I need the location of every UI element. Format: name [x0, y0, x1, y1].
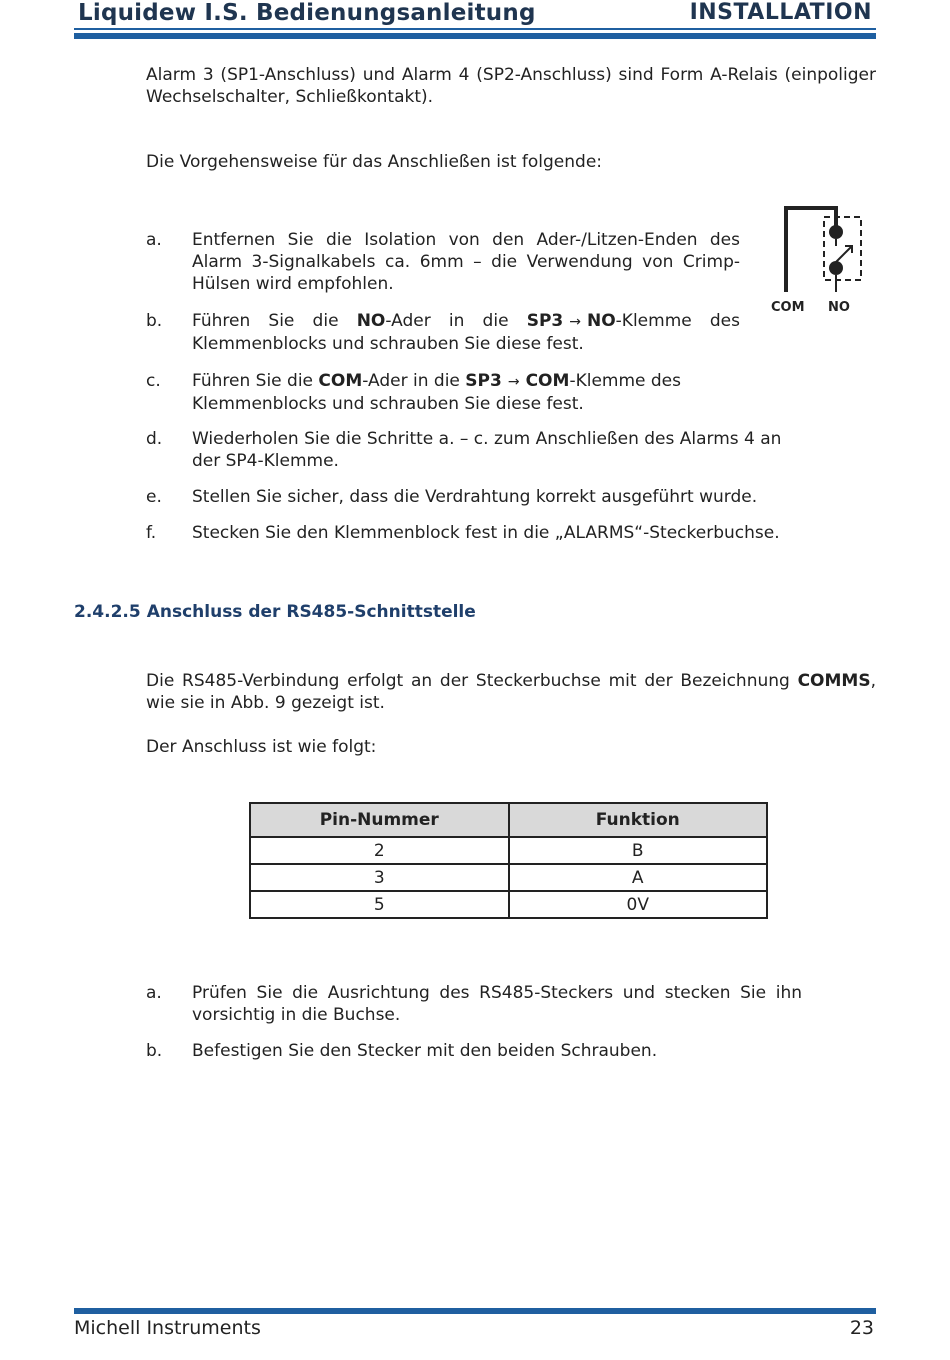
function-cell: 0V: [509, 891, 768, 918]
step-text: Wiederholen Sie die Schritte a. – c. zum Anschließen des Alarms 4 an der SP4-Klemme.: [192, 429, 782, 471]
no-label: NO: [828, 300, 850, 315]
section-title: Anschluss der RS485-Schnittstelle: [146, 602, 476, 622]
step-text-part: -Klemme des Klemmenblocks und schrauben Sie diese fest.: [192, 311, 740, 354]
table-row: [250, 837, 767, 864]
com-terminal-label: COM: [318, 371, 363, 391]
pin-table: [249, 802, 768, 919]
comms-label: COMMS: [797, 671, 871, 691]
page-number: 23: [849, 1317, 874, 1339]
no-terminal-label: NO: [356, 311, 386, 331]
step-text: Stellen Sie sicher, dass die Verdrahtung korrekt ausgeführt wurde.: [192, 487, 758, 507]
step-text: Befestigen Sie den Stecker mit den beiden Schrauben.: [192, 1041, 658, 1061]
pin-cell: 2: [250, 837, 509, 864]
rs485-text-part: , wie sie in Abb. 9 gezeigt ist.: [146, 671, 876, 713]
intro-paragraph-procedure: Die Vorgehensweise für das Anschließen ist folgende:: [146, 152, 603, 172]
header-rule-thin: [74, 28, 876, 30]
step-text: Entfernen Sie die Isolation von den Ader-/Litzen-Enden des Alarm 3-Signalkabels ca. 6mm – die Verwendung von Crimp-Hülsen wird empfohlen.: [192, 230, 740, 294]
rs485-text-part: Die RS485-Verbindung erfolgt an der Steckerbuchse mit der Bezeichnung: [146, 671, 790, 691]
step-label: a.: [146, 230, 162, 250]
relay-wiring-icon: [786, 208, 861, 292]
step-text-part: -Klemme des Klemmenblocks und schrauben Sie diese fest.: [192, 371, 681, 414]
no-terminal-label: NO: [586, 311, 616, 331]
relay-contact-diagram: [770, 204, 870, 324]
function-cell: A: [509, 864, 768, 891]
step-text-part: Führen Sie die: [192, 311, 339, 331]
com-terminal-label: COM: [525, 371, 570, 391]
section-heading: [74, 602, 476, 622]
step-label: b.: [146, 1041, 163, 1061]
step-text-part: Führen Sie die: [192, 371, 314, 391]
chapter-title: INSTALLATION: [689, 0, 872, 25]
step-text: [192, 370, 806, 415]
section-number: 2.4.2.5: [74, 602, 141, 622]
step-text: [192, 310, 740, 355]
table-row: [250, 891, 767, 918]
connection-intro: Der Anschluss ist wie folgt:: [146, 737, 377, 757]
step-label: c.: [146, 371, 161, 391]
footer-company: Michell Instruments: [74, 1317, 261, 1339]
document-title: Liquidew I.S. Bedienungsanleitung: [78, 0, 536, 26]
header-rule-thick: [74, 33, 876, 39]
pin-cell: 5: [250, 891, 509, 918]
step-text-part: -Ader in die: [385, 311, 509, 331]
intro-paragraph-relays: Alarm 3 (SP1-Anschluss) und Alarm 4 (SP2-Anschluss) sind Form A-Relais (einpoliger Wechselschalter, Schließkontakt).: [146, 65, 876, 107]
column-header-pin: Pin-Nummer: [250, 803, 509, 837]
column-header-function: Funktion: [509, 803, 768, 837]
step-text-part: -Ader in die: [362, 371, 460, 391]
table-row: [250, 864, 767, 891]
function-cell: B: [509, 837, 768, 864]
sp3-terminal-label: SP3: [465, 371, 502, 391]
arrow-right-icon: →: [569, 314, 581, 330]
step-label: a.: [146, 983, 162, 1003]
step-label: e.: [146, 487, 162, 507]
step-label: f.: [146, 523, 157, 543]
step-label: b.: [146, 311, 163, 331]
pin-cell: 3: [250, 864, 509, 891]
step-text: Stecken Sie den Klemmenblock fest in die „ALARMS“-Steckerbuchse.: [192, 523, 780, 543]
table-header-row: [250, 803, 767, 837]
arrow-right-icon: →: [507, 374, 520, 390]
rs485-paragraph: [146, 670, 876, 714]
step-label: d.: [146, 429, 163, 449]
step-text: Prüfen Sie die Ausrichtung des RS485-Steckers und stecken Sie ihn vorsichtig in die Buchse.: [192, 983, 802, 1025]
sp3-terminal-label: SP3: [526, 311, 564, 331]
footer-rule: [74, 1308, 876, 1314]
com-label: COM: [771, 300, 805, 315]
